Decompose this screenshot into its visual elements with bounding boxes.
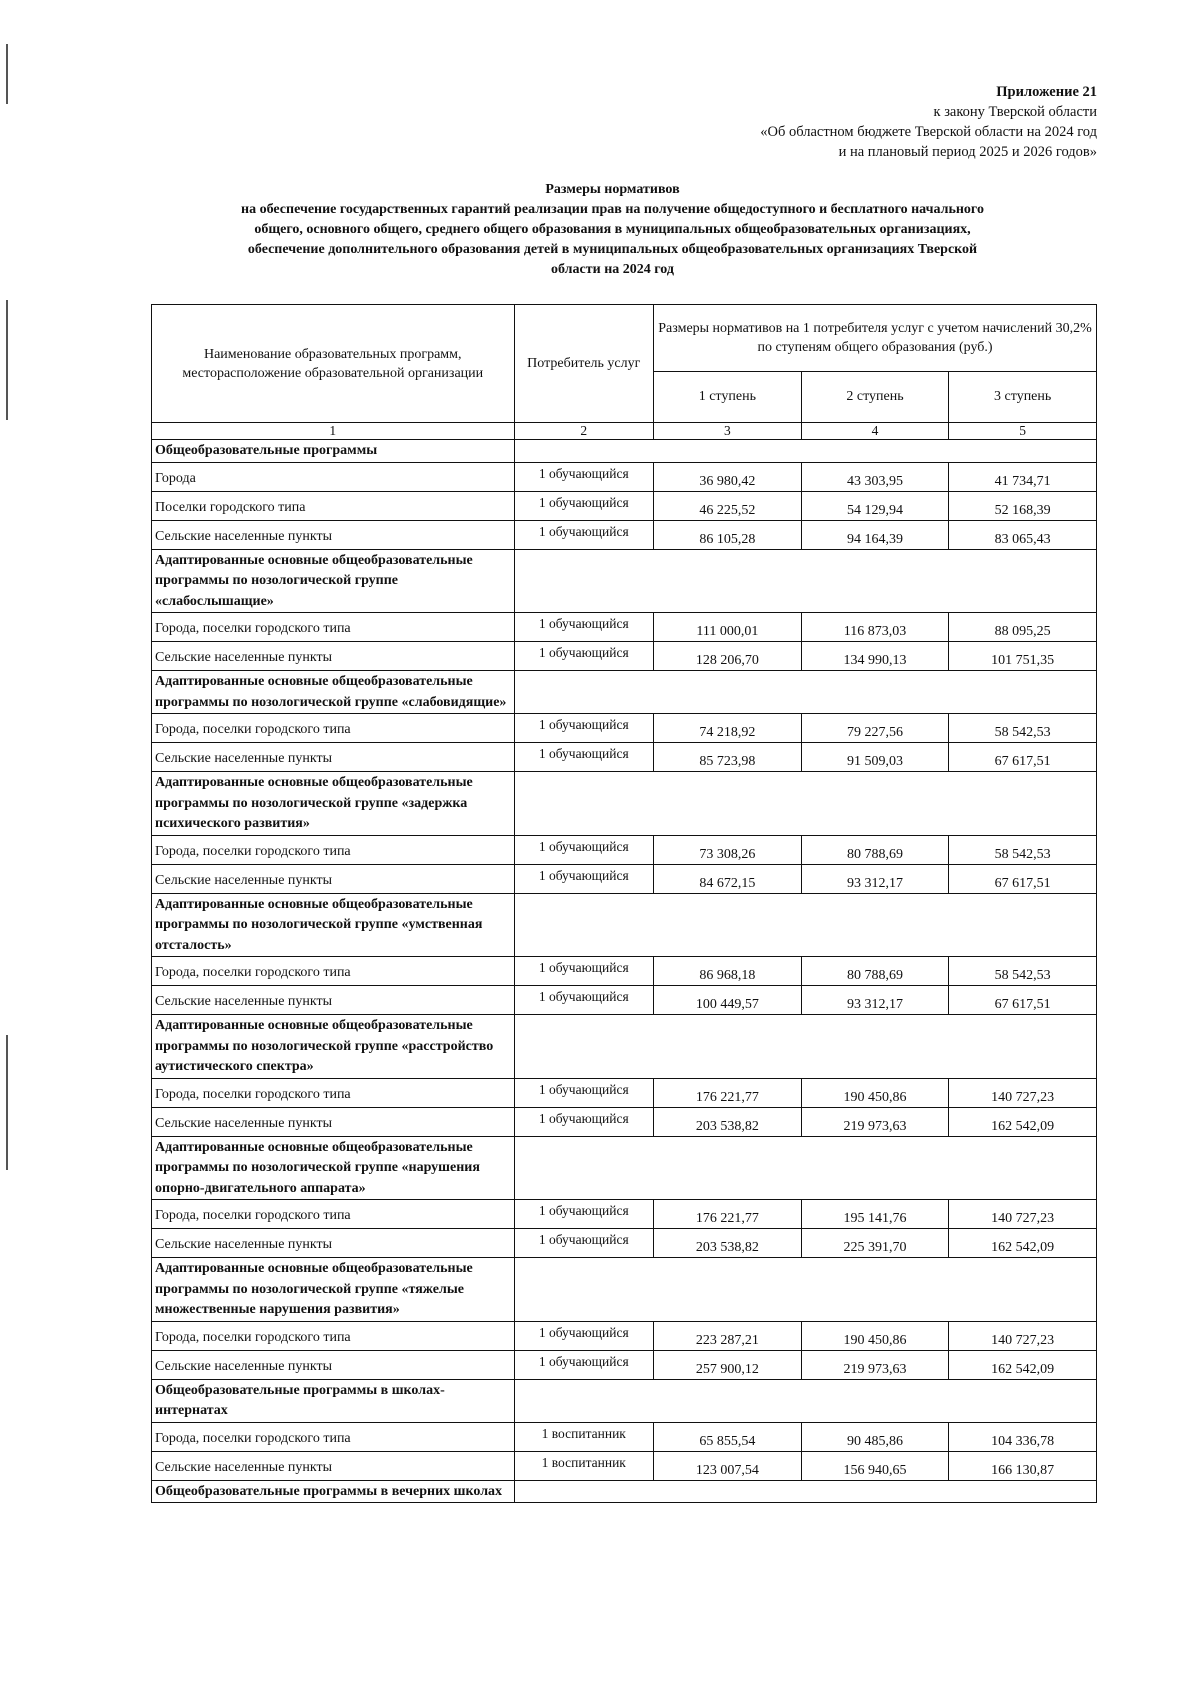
- row-name: Сельские населенные пункты: [152, 986, 515, 1015]
- table-row: [152, 613, 1097, 642]
- row-value-step-3: 83 065,43: [949, 520, 1097, 549]
- row-consumer: 1 обучающийся: [514, 1200, 654, 1229]
- column-number: 1: [152, 423, 515, 440]
- table-row: [152, 1422, 1097, 1451]
- row-value-step-1: 73 308,26: [654, 835, 802, 864]
- row-value-step-1: 223 287,21: [654, 1321, 802, 1350]
- group-header-row: [152, 1136, 1097, 1200]
- header-name: Наименование образовательных программ, месторасположение образовательной организации: [152, 305, 515, 423]
- header-step-2: 2 ступень: [801, 372, 949, 423]
- row-consumer: 1 обучающийся: [514, 613, 654, 642]
- table-row: [152, 1200, 1097, 1229]
- row-value-step-3: 140 727,23: [949, 1078, 1097, 1107]
- row-value-step-2: 94 164,39: [801, 520, 949, 549]
- row-value-step-3: 67 617,51: [949, 743, 1097, 772]
- row-name: Города, поселки городского типа: [152, 1422, 515, 1451]
- row-name: Города, поселки городского типа: [152, 835, 515, 864]
- group-name: Общеобразовательные программы в вечерних школах: [152, 1480, 515, 1503]
- row-consumer: 1 обучающийся: [514, 642, 654, 671]
- table-row: [152, 491, 1097, 520]
- row-name: Города, поселки городского типа: [152, 1078, 515, 1107]
- column-number: 3: [654, 423, 802, 440]
- scan-mark: [6, 300, 8, 420]
- document-title: [150, 180, 1075, 280]
- group-empty-cell: [514, 1480, 1096, 1503]
- table-row: [152, 986, 1097, 1015]
- table-row: [152, 864, 1097, 893]
- group-name: Общеобразовательные программы: [152, 440, 515, 463]
- group-name: Адаптированные основные общеобразовательные программы по нозологической группе «задержка психического развития»: [152, 772, 515, 836]
- table-body: [152, 440, 1097, 1503]
- row-value-step-2: 116 873,03: [801, 613, 949, 642]
- group-name: Адаптированные основные общеобразовательные программы по нозологической группе «нарушения опорно-двигательного аппарата»: [152, 1136, 515, 1200]
- row-name: Сельские населенные пункты: [152, 1350, 515, 1379]
- row-value-step-1: 86 968,18: [654, 957, 802, 986]
- row-value-step-3: 166 130,87: [949, 1451, 1097, 1480]
- table-row: [152, 714, 1097, 743]
- row-value-step-3: 88 095,25: [949, 613, 1097, 642]
- title-subline: обеспечение дополнительного образования детей в муниципальных общеобразовательных организациях Тверской: [247, 242, 978, 257]
- row-value-step-3: 52 168,39: [949, 491, 1097, 520]
- row-name: Города, поселки городского типа: [152, 714, 515, 743]
- row-value-step-2: 156 940,65: [801, 1451, 949, 1480]
- row-value-step-3: 101 751,35: [949, 642, 1097, 671]
- row-value-step-3: 140 727,23: [949, 1321, 1097, 1350]
- group-name: Адаптированные основные общеобразовательные программы по нозологической группе «тяжелые множественные нарушения развития»: [152, 1258, 515, 1322]
- row-consumer: 1 обучающийся: [514, 520, 654, 549]
- group-empty-cell: [514, 549, 1096, 613]
- row-value-step-3: 67 617,51: [949, 864, 1097, 893]
- row-value-step-2: 90 485,86: [801, 1422, 949, 1451]
- group-empty-cell: [514, 1258, 1096, 1322]
- row-value-step-1: 100 449,57: [654, 986, 802, 1015]
- row-name: Города, поселки городского типа: [152, 1321, 515, 1350]
- row-value-step-2: 93 312,17: [801, 864, 949, 893]
- row-value-step-2: 43 303,95: [801, 462, 949, 491]
- title-subline: общего, основного общего, среднего общего образования в муниципальных общеобразовательных организациях,: [254, 222, 971, 237]
- row-name: Поселки городского типа: [152, 491, 515, 520]
- row-value-step-3: 162 542,09: [949, 1350, 1097, 1379]
- appendix-number: Приложение 21: [996, 84, 1097, 100]
- row-value-step-1: 84 672,15: [654, 864, 802, 893]
- scan-mark: [6, 1035, 8, 1115]
- row-value-step-1: 86 105,28: [654, 520, 802, 549]
- row-consumer: 1 воспитанник: [514, 1451, 654, 1480]
- group-header-row: [152, 549, 1097, 613]
- scan-mark: [6, 1115, 8, 1170]
- group-empty-cell: [514, 440, 1096, 463]
- header-step-3: 3 ступень: [949, 372, 1097, 423]
- row-value-step-2: 219 973,63: [801, 1107, 949, 1136]
- row-value-step-3: 162 542,09: [949, 1107, 1097, 1136]
- group-empty-cell: [514, 1015, 1096, 1079]
- table-row: [152, 1451, 1097, 1480]
- row-consumer: 1 обучающийся: [514, 957, 654, 986]
- group-header-row: [152, 671, 1097, 714]
- row-name: Сельские населенные пункты: [152, 642, 515, 671]
- row-value-step-2: 91 509,03: [801, 743, 949, 772]
- row-name: Сельские населенные пункты: [152, 864, 515, 893]
- row-value-step-1: 203 538,82: [654, 1107, 802, 1136]
- row-name: Сельские населенные пункты: [152, 1229, 515, 1258]
- table-row: [152, 957, 1097, 986]
- group-header-row: [152, 1258, 1097, 1322]
- header-sizes: Размеры нормативов на 1 потребителя услуг с учетом начислений 30,2% по ступеням общего образования (руб.): [654, 305, 1097, 372]
- table-row: [152, 1229, 1097, 1258]
- appendix-line: и на плановый период 2025 и 2026 годов»: [838, 144, 1097, 160]
- row-consumer: 1 обучающийся: [514, 864, 654, 893]
- row-consumer: 1 обучающийся: [514, 1078, 654, 1107]
- group-name: Адаптированные основные общеобразовательные программы по нозологической группе «слабослышащие»: [152, 549, 515, 613]
- row-value-step-2: 80 788,69: [801, 957, 949, 986]
- group-header-row: [152, 772, 1097, 836]
- group-name: Общеобразовательные программы в школах-интернатах: [152, 1379, 515, 1422]
- row-value-step-1: 74 218,92: [654, 714, 802, 743]
- row-name: Сельские населенные пункты: [152, 520, 515, 549]
- row-value-step-2: 54 129,94: [801, 491, 949, 520]
- row-consumer: 1 обучающийся: [514, 1321, 654, 1350]
- row-consumer: 1 воспитанник: [514, 1422, 654, 1451]
- row-value-step-2: 190 450,86: [801, 1078, 949, 1107]
- row-value-step-1: 257 900,12: [654, 1350, 802, 1379]
- table-row: [152, 1350, 1097, 1379]
- norms-table: [151, 304, 1097, 1503]
- group-name: Адаптированные основные общеобразовательные программы по нозологической группе «расстройство аутистического спектра»: [152, 1015, 515, 1079]
- row-value-step-1: 85 723,98: [654, 743, 802, 772]
- row-value-step-2: 195 141,76: [801, 1200, 949, 1229]
- group-empty-cell: [514, 1379, 1096, 1422]
- row-name: Города, поселки городского типа: [152, 613, 515, 642]
- row-name: Сельские населенные пункты: [152, 1451, 515, 1480]
- row-consumer: 1 обучающийся: [514, 835, 654, 864]
- row-value-step-1: 123 007,54: [654, 1451, 802, 1480]
- row-consumer: 1 обучающийся: [514, 743, 654, 772]
- table-row: [152, 462, 1097, 491]
- row-consumer: 1 обучающийся: [514, 1107, 654, 1136]
- group-empty-cell: [514, 893, 1096, 957]
- row-consumer: 1 обучающийся: [514, 1229, 654, 1258]
- group-name: Адаптированные основные общеобразовательные программы по нозологической группе «слабовидящие»: [152, 671, 515, 714]
- row-name: Сельские населенные пункты: [152, 743, 515, 772]
- column-number: 4: [801, 423, 949, 440]
- column-number: 5: [949, 423, 1097, 440]
- group-name: Адаптированные основные общеобразовательные программы по нозологической группе «умственная отсталость»: [152, 893, 515, 957]
- row-value-step-3: 140 727,23: [949, 1200, 1097, 1229]
- table-row: [152, 835, 1097, 864]
- row-value-step-2: 80 788,69: [801, 835, 949, 864]
- row-value-step-1: 36 980,42: [654, 462, 802, 491]
- row-name: Города, поселки городского типа: [152, 1200, 515, 1229]
- group-empty-cell: [514, 671, 1096, 714]
- row-value-step-1: 128 206,70: [654, 642, 802, 671]
- row-consumer: 1 обучающийся: [514, 491, 654, 520]
- row-value-step-3: 67 617,51: [949, 986, 1097, 1015]
- row-consumer: 1 обучающийся: [514, 714, 654, 743]
- row-consumer: 1 обучающийся: [514, 986, 654, 1015]
- group-empty-cell: [514, 1136, 1096, 1200]
- scan-mark: [6, 44, 8, 104]
- appendix-line: к закону Тверской области: [933, 104, 1097, 120]
- table-row: [152, 642, 1097, 671]
- row-name: Сельские населенные пункты: [152, 1107, 515, 1136]
- row-value-step-1: 176 221,77: [654, 1200, 802, 1229]
- column-number-row: [152, 423, 1097, 440]
- title-subline: на обеспечение государственных гарантий реализации прав на получение общедоступного и бесплатного начального: [241, 202, 984, 217]
- row-value-step-2: 134 990,13: [801, 642, 949, 671]
- row-value-step-2: 190 450,86: [801, 1321, 949, 1350]
- row-name: Города, поселки городского типа: [152, 957, 515, 986]
- row-value-step-2: 79 227,56: [801, 714, 949, 743]
- row-value-step-3: 58 542,53: [949, 835, 1097, 864]
- row-value-step-1: 65 855,54: [654, 1422, 802, 1451]
- title-main: Размеры нормативов: [545, 182, 680, 197]
- row-value-step-3: 162 542,09: [949, 1229, 1097, 1258]
- row-value-step-1: 176 221,77: [654, 1078, 802, 1107]
- row-value-step-3: 41 734,71: [949, 462, 1097, 491]
- group-header-row: [152, 1015, 1097, 1079]
- header-step-1: 1 ступень: [654, 372, 802, 423]
- row-value-step-3: 58 542,53: [949, 714, 1097, 743]
- row-consumer: 1 обучающийся: [514, 1350, 654, 1379]
- row-value-step-3: 58 542,53: [949, 957, 1097, 986]
- row-value-step-2: 93 312,17: [801, 986, 949, 1015]
- row-value-step-1: 111 000,01: [654, 613, 802, 642]
- table-row: [152, 743, 1097, 772]
- group-header-row: [152, 1379, 1097, 1422]
- appendix-block: [760, 82, 1097, 162]
- row-value-step-2: 219 973,63: [801, 1350, 949, 1379]
- row-value-step-1: 203 538,82: [654, 1229, 802, 1258]
- row-value-step-1: 46 225,52: [654, 491, 802, 520]
- group-empty-cell: [514, 772, 1096, 836]
- header-consumer: Потребитель услуг: [514, 305, 654, 423]
- group-header-row: [152, 440, 1097, 463]
- row-value-step-2: 225 391,70: [801, 1229, 949, 1258]
- appendix-line: «Об областном бюджете Тверской области на 2024 год: [760, 124, 1097, 140]
- row-name: Города: [152, 462, 515, 491]
- title-subline: области на 2024 год: [551, 262, 674, 277]
- table-row: [152, 1078, 1097, 1107]
- row-value-step-3: 104 336,78: [949, 1422, 1097, 1451]
- table-row: [152, 1107, 1097, 1136]
- row-consumer: 1 обучающийся: [514, 462, 654, 491]
- column-number: 2: [514, 423, 654, 440]
- group-header-row: [152, 1480, 1097, 1503]
- table-row: [152, 1321, 1097, 1350]
- table-row: [152, 520, 1097, 549]
- group-header-row: [152, 893, 1097, 957]
